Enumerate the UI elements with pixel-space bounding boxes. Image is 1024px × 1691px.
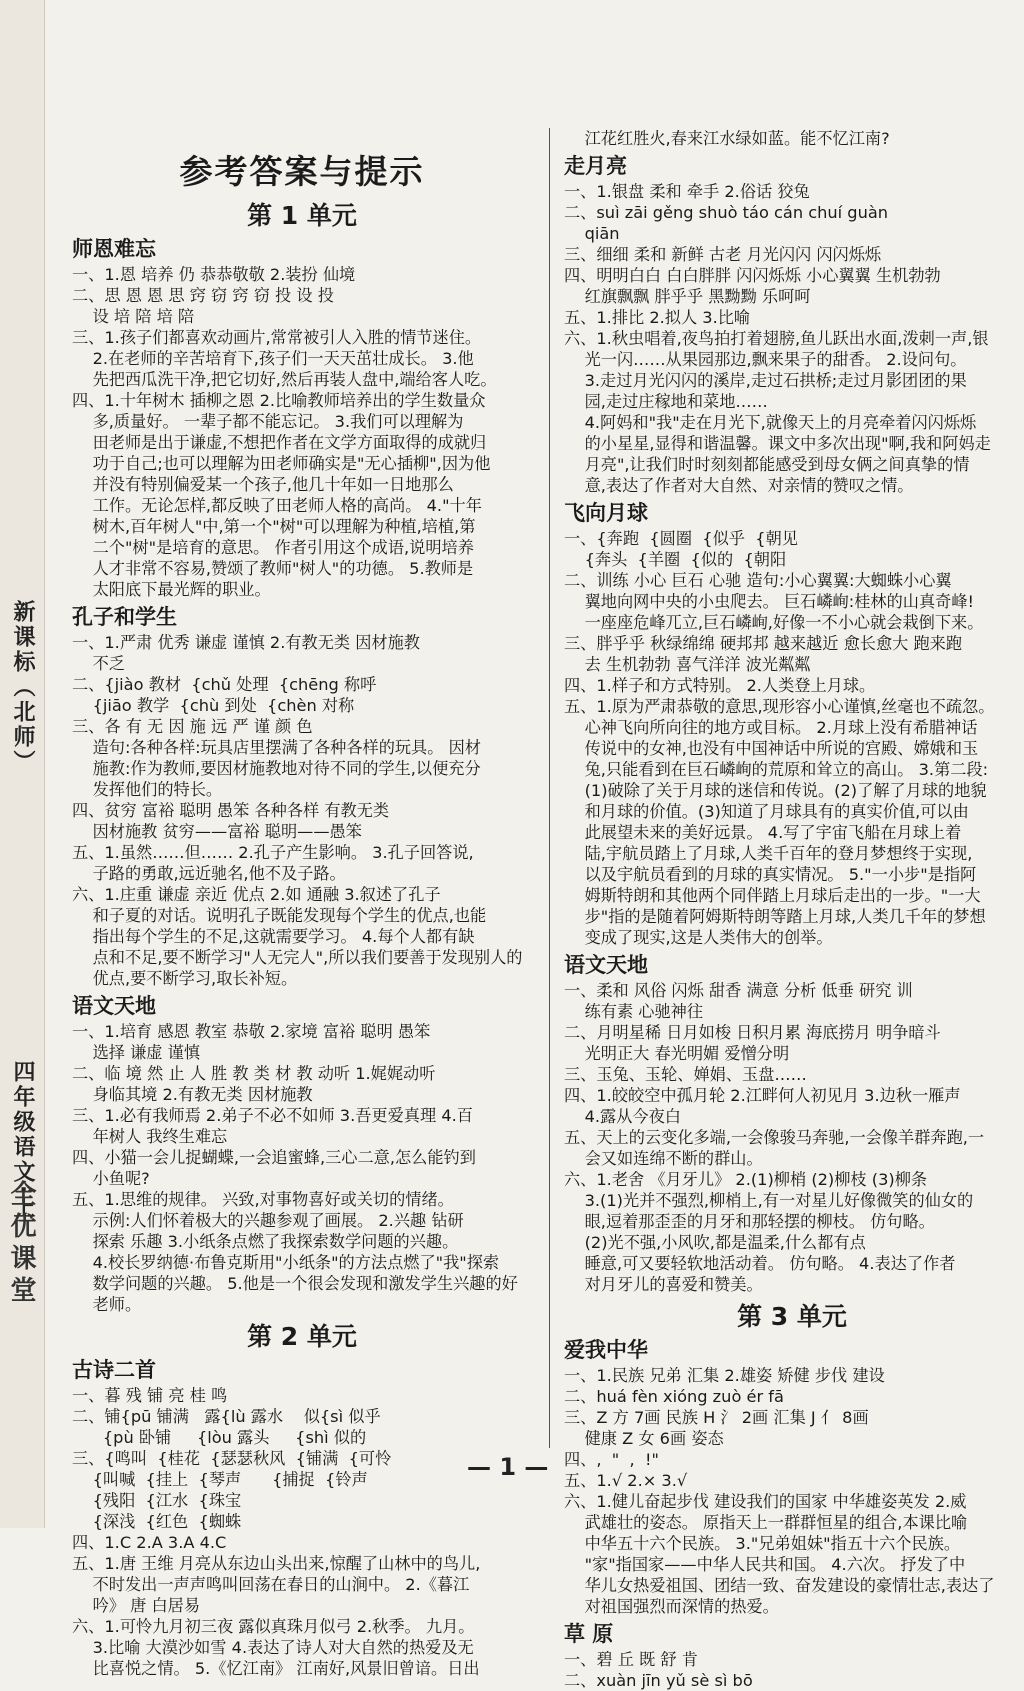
answer-line: 不乏 (72, 654, 125, 673)
answer-line: (1)破除了关于月球的迷信和传说。(2)了解了月球的地貌 (564, 781, 987, 800)
answer-line: 三、1.孩子们都喜欢动画片,常常被引人入胜的情节迷住。 (72, 328, 482, 347)
answer-line: 三、各 有 无 因 施 远 严 谨 颜 色 (72, 717, 313, 736)
answer-line: 姆斯特朗和其他两个同伴踏上月球后走出的一步。"一大 (564, 886, 981, 905)
answer-line: 会又如连绵不断的群山。 (564, 1149, 763, 1168)
answer-line: 陆,宇航员踏上了月球,人类千百年的登月梦想终于实现, (564, 844, 973, 863)
answer-line: 五、1.√ 2.× 3.√ (564, 1471, 688, 1490)
answer-line: 眼,逗着那歪歪的月牙和那轻摆的柳枝。 仿句略。 (564, 1212, 935, 1231)
answer-line: 传说中的女神,也没有中国神话中所说的宫殿、嫦娥和玉 (564, 739, 979, 758)
spine-series-title: 新课标（北师） (10, 600, 35, 775)
answer-line: 二、月明星稀 日月如梭 日积月累 海底捞月 明争暗斗 (564, 1023, 941, 1042)
answer-line: 因材施教 贫穷——富裕 聪明——愚笨 (72, 822, 362, 841)
answer-line: 一、1.培育 感恩 教室 恭敬 2.家境 富裕 聪明 愚笨 (72, 1022, 431, 1041)
answer-line: 二、huá fèn xióng zuò ér fā (564, 1387, 784, 1406)
answer-line: 睡意,可又要轻软地活动着。 仿句略。 4.表达了作者 (564, 1254, 956, 1273)
answer-line: 功于自己;也可以理解为田老师确实是"无心插柳",因为他 (72, 454, 491, 473)
answer-line: 此展望未来的美好远景。 4.写了宇宙飞船在月球上着 (564, 823, 962, 842)
answer-line: 六、1.老舍 《月牙儿》 2.(1)柳梢 (2)柳枝 (3)柳条 (564, 1170, 928, 1189)
lesson-section (72, 604, 532, 989)
answer-line: (2)光不强,小风吹,都是温柔,什么都有点 (564, 1233, 866, 1252)
lesson-title: 古诗二首 (72, 1358, 156, 1382)
lesson-title: 师恩难忘 (72, 237, 156, 261)
answer-line: 选择 谦虚 谨慎 (72, 1043, 201, 1062)
answer-page (72, 128, 1022, 1690)
answer-line: 先把西瓜洗干净,把它切好,然后再装人盘中,端给客人吃。 (72, 370, 497, 389)
lesson-title: 飞向月球 (564, 501, 648, 525)
answer-line: 二个"树"是培育的意思。 作者引用这个成语,说明培养 (72, 538, 474, 557)
answer-line: 六、1.可怜九月初三夜 露似真珠月似弓 2.秋季。 九月。 (72, 1617, 475, 1636)
poem-continuation-line: 江花红胜火,春来江水绿如蓝。能不忆江南? (564, 129, 890, 148)
lesson-section (564, 153, 1020, 496)
answer-line: 探索 乐趣 3.小纸条点燃了我探索数学问题的兴趣。 (72, 1232, 459, 1251)
answer-line: 变成了现实,这是人类伟大的创举。 (564, 928, 833, 947)
answer-line: qiān (564, 224, 620, 243)
answer-line: 二、训练 小心 巨石 心驰 造句:小心翼翼:大蜘蛛小心翼 (564, 571, 952, 590)
answer-line: 武雄壮的姿态。 原指天上一群群恒星的组合,本课比喻 (564, 1513, 968, 1532)
answer-line: 和子夏的对话。说明孔子既能发现每个学生的优点,也能 (72, 906, 487, 925)
left-column (72, 128, 532, 1679)
answer-line: 五、1.唐 王维 月亮从东边山头出来,惊醒了山林中的鸟儿, (72, 1554, 481, 1573)
answer-line: 4.校长罗纳德·布鲁克斯用"小纸条"的方法点燃了"我"探索 (72, 1253, 500, 1272)
answer-line: 练有素 心驰神往 (564, 1002, 704, 1021)
answer-line: 对月牙儿的喜爱和赞美。 (564, 1275, 763, 1294)
lesson-title: 语文天地 (564, 953, 648, 977)
answer-line: 示例:人们怀着极大的兴趣参观了画展。 2.兴趣 钻研 (72, 1211, 464, 1230)
answer-line: 指出每个学生的不足,这就需要学习。 4.每个人都有缺 (72, 927, 475, 946)
answer-line: 二、临 境 然 止 人 胜 教 类 材 教 动听 1.娓娓动听 (72, 1064, 436, 1083)
answer-line: 二、{jiào 教材 {chǔ 处理 {chēng 称呼 (72, 675, 377, 694)
page-number: — 1 — (467, 1453, 549, 1481)
answer-line: {深浅 {红色 {蜘蛛 (72, 1512, 242, 1531)
lesson-section (72, 236, 532, 600)
lesson-section (72, 993, 532, 1315)
answer-line: 优点,要不断学习,取长补短。 (72, 969, 298, 988)
answer-line: 翼地向网中央的小虫爬去。 巨石嶙峋:桂林的山真奇峰! (564, 592, 974, 611)
answer-line: 五、1.思维的规律。 兴致,对事物喜好或关切的情绪。 (72, 1190, 454, 1209)
answer-line: 六、1.健儿奋起步伐 建设我们的国家 中华雄姿英发 2.威 (564, 1492, 967, 1511)
answer-line: 数学问题的兴趣。 5.他是一个很会发现和激发学生兴趣的好 (72, 1274, 518, 1293)
answer-line: 的小星星,显得和谐温馨。课文中多次出现"啊,我和阿妈走 (564, 434, 991, 453)
answer-line: 并没有特别偏爱某一个孩子,他几十年如一日地那么 (72, 475, 454, 494)
answer-line: 一、1.民族 兄弟 汇集 2.雄姿 矫健 步伐 建设 (564, 1366, 885, 1385)
lesson-section (564, 1621, 1020, 1691)
answer-line: 四、1.样子和方式特别。 2.人类登上月球。 (564, 676, 876, 695)
answer-line: 五、1.原为严肃恭敬的意思,现形容小心谨慎,丝毫也不疏忽。 (564, 697, 995, 716)
unit-2-heading: 第 2 单元 (247, 1322, 357, 1351)
answer-line: 以及宇航员看到的月球的真实情况。 5."一小步"是指阿 (564, 865, 977, 884)
answer-line: {pù 卧铺 {lòu 露头 {shì 似的 (72, 1428, 367, 1447)
answer-line: 小鱼呢? (72, 1169, 150, 1188)
page-title: 参考答案与提示 (179, 152, 425, 191)
answer-line: 身临其境 2.有教无类 因材施教 (72, 1085, 313, 1104)
answer-line: 3.走过月光闪闪的溪岸,走过石拱桥;走过月影团团的果 (564, 371, 967, 390)
answer-line: 太阳底下最光辉的职业。 (72, 580, 271, 599)
answer-line: 比喜悦之情。 5.《忆江南》 江南好,风景旧曾谙。日出 (72, 1659, 480, 1678)
answer-line: 4.阿妈和"我"走在月光下,就像天上的月亮牵着闪闪烁烁 (564, 413, 977, 432)
answer-line: {残阳 {江水 {珠宝 (72, 1491, 242, 1510)
answer-line: 人才非常不容易,赞颂了教师"树人"的功德。 5.教师是 (72, 559, 474, 578)
lesson-title: 草 原 (564, 1622, 614, 1646)
answer-line: 中华五十六个民族。 3."兄弟姐妹"指五十六个民族。 (564, 1534, 961, 1553)
answer-line: 光一闪……从果园那边,飘来果子的甜香。 2.设问句。 (564, 350, 967, 369)
answer-line: 红旗飘飘 胖乎乎 黑黝黝 乐呵呵 (564, 287, 811, 306)
answer-line: 吟》 唐 白居易 (72, 1596, 201, 1615)
lesson-section (564, 1337, 1020, 1617)
column-divider (549, 128, 550, 1448)
answer-line: 四、1.十年树木 插柳之恩 2.比喻教师培养出的学生数量众 (72, 391, 486, 410)
answer-line: 三、1.必有我师焉 2.弟子不必不如师 3.吾更爱真理 4.百 (72, 1106, 473, 1125)
lesson-title: 语文天地 (72, 994, 156, 1018)
answer-line: 四、1.C 2.A 3.A 4.C (72, 1533, 227, 1552)
answer-line: {叫喊 {挂上 {琴声 {捕捉 {铃声 (72, 1470, 368, 1489)
answer-line: 月亮",让我们时时刻刻都能感受到母女俩之间真挚的情 (564, 455, 970, 474)
lesson-section (564, 500, 1020, 948)
answer-line: 二、思 恩 恩 思 窍 窃 窍 窃 投 设 投 (72, 286, 334, 305)
answer-line: 心神飞向所向往的地方或目标。 2.月球上没有希腊神话 (564, 718, 978, 737)
lesson-title: 走月亮 (564, 154, 627, 178)
right-column (564, 128, 1020, 1691)
lesson-section (564, 952, 1020, 1295)
answer-line: 三、胖乎乎 秋绿绵绵 硬邦邦 越来越近 愈长愈大 跑来跑 (564, 634, 963, 653)
answer-line: 3.(1)光并不强烈,柳梢上,有一对星儿好像微笑的仙女的 (564, 1191, 974, 1210)
answer-line: 二、xuàn jīn yǔ sè sì bō (564, 1671, 753, 1690)
answer-line: 施教:作为教师,要因材施教地对待不同的学生,以便充分 (72, 759, 481, 778)
lesson-title: 孔子和学生 (72, 605, 177, 629)
answer-line: 一、柔和 风俗 闪烁 甜香 满意 分析 低垂 研究 训 (564, 981, 913, 1000)
answer-line: 四、小猫一会儿捉蝴蝶,一会追蜜蜂,三心二意,怎么能钓到 (72, 1148, 476, 1167)
answer-line: 四、明明白白 白白胖胖 闪闪烁烁 小心翼翼 生机勃勃 (564, 266, 941, 285)
answer-line: 光明正大 春光明媚 爱憎分明 (564, 1044, 790, 1063)
answer-line: 三、细细 柔和 新鲜 古老 月光闪闪 闪闪烁烁 (564, 245, 882, 264)
answer-line: 一、1.恩 培养 仍 恭恭敬敬 2.装扮 仙境 (72, 265, 356, 284)
answer-line: 发挥他们的特长。 (72, 780, 223, 799)
answer-line: 树木,百年树人"中,第一个"树"可以理解为种植,培植,第 (72, 517, 476, 536)
answer-line: 四、, " , !" (564, 1450, 659, 1469)
answer-line: 一、碧 丘 既 舒 肯 (564, 1650, 698, 1669)
answer-line: 年树人 我终生难忘 (72, 1127, 228, 1146)
answer-line: 二、suì zāi gěng shuò táo cán chuí guàn (564, 203, 889, 222)
answer-line: 二、铺{pū 铺满 露{lù 露水 似{sì 似乎 (72, 1407, 381, 1426)
answer-line: 点和不足,要不断学习"人无完人",所以我们要善于发现别人的 (72, 948, 523, 967)
answer-line: 步"指的是随着阿姆斯特朗等踏上月球,人类几千年的梦想 (564, 907, 986, 926)
answer-line: {奔头 {羊圈 {似的 {朝阳 (564, 550, 787, 569)
spine-brand-logo: 全优课堂 (6, 1180, 36, 1308)
answer-line: 一、{奔跑 {圆圈 {似乎 {朝见 (564, 529, 798, 548)
answer-line: 去 生机勃勃 喜气洋洋 波光粼粼 (564, 655, 811, 674)
answer-line: 五、天上的云变化多端,一会像骏马奔驰,一会像羊群奔跑,一 (564, 1128, 985, 1147)
answer-line: 子路的勇敢,远近驰名,他不及子路。 (72, 864, 346, 883)
answer-line: 健康 Z 女 6画 姿态 (564, 1429, 724, 1448)
answer-line: {jiāo 教学 {chù 到处 {chèn 对称 (72, 696, 355, 715)
answer-line: 田老师是出于谦虚,不想把作者在文学方面取得的成就归 (72, 433, 487, 452)
answer-line: 四、1.皎皎空中孤月轮 2.江畔何人初见月 3.边秋一雁声 (564, 1086, 961, 1105)
unit-3-heading: 第 3 单元 (737, 1302, 847, 1331)
answer-line: 六、1.庄重 谦虚 亲近 优点 2.如 通融 3.叙述了孔子 (72, 885, 441, 904)
answer-line: 三、{鸣叫 {桂花 {瑟瑟秋风 {铺满 {可怜 (72, 1449, 392, 1468)
answer-line: 不时发出一声声鸣叫回荡在春日的山涧中。 2.《暮江 (72, 1575, 470, 1594)
spine-subject: 四年级语文·上 (10, 1060, 35, 1222)
answer-line: 一、暮 残 铺 亮 桂 鸣 (72, 1386, 228, 1405)
answer-line: 设 培 陪 培 陪 (72, 307, 195, 326)
answer-line: 造句:各种各样:玩具店里摆满了各种各样的玩具。 因材 (72, 738, 481, 757)
answer-line: 多,质量好。 一辈子都不能忘记。 3.我们可以理解为 (72, 412, 464, 431)
answer-line: 和月球的价值。(3)知道了月球具有的真实价值,可以由 (564, 802, 969, 821)
answer-line: 五、1.排比 2.拟人 3.比喻 (564, 308, 751, 327)
answer-line: "家"指国家——中华人民共和国。 4.六次。 抒发了中 (564, 1555, 966, 1574)
lesson-title: 爱我中华 (564, 1338, 648, 1362)
answer-line: 华儿女热爱祖国、团结一致、奋发建设的豪情壮志,表达了 (564, 1576, 995, 1595)
answer-line: 兔,只能看到在巨石嶙峋的荒原和耸立的高山。 3.第二段: (564, 760, 989, 779)
answer-line: 工作。无论怎样,都反映了田老师人格的高尚。 4."十年 (72, 496, 482, 515)
answer-line: 六、1.秋虫唱着,夜鸟拍打着翅膀,鱼儿跃出水面,泼刺一声,银 (564, 329, 989, 348)
answer-line: 对祖国强烈而深情的热爱。 (564, 1597, 779, 1616)
answer-line: 一座座危峰兀立,巨石嶙峋,好像一不小心就会栽倒下来。 (564, 613, 984, 632)
answer-line: 四、贫穷 富裕 聪明 愚笨 各种各样 有教无类 (72, 801, 390, 820)
answer-line: 4.露从今夜白 (564, 1107, 681, 1126)
answer-line: 三、玉兔、玉轮、婵娟、玉盘…… (564, 1065, 807, 1084)
answer-line: 意,表达了作者对大自然、对亲情的赞叹之情。 (564, 476, 914, 495)
lesson-section (72, 1357, 532, 1679)
answer-line: 一、1.严肃 优秀 谦虚 谨慎 2.有教无类 因材施教 (72, 633, 420, 652)
answer-line: 五、1.虽然……但…… 2.孔子产生影响。 3.孔子回答说, (72, 843, 474, 862)
unit-1-heading: 第 1 单元 (247, 201, 357, 230)
answer-line: 2.在老师的辛苦培育下,孩子们一天天茁壮成长。 3.他 (72, 349, 474, 368)
answer-line: 老师。 (72, 1295, 142, 1314)
answer-line: 一、1.银盘 柔和 牵手 2.俗话 狡兔 (564, 182, 810, 201)
answer-line: 3.比喻 大漠沙如雪 4.表达了诗人对大自然的热爱及无 (72, 1638, 474, 1657)
answer-line: 园,走过庄稼地和菜地…… (564, 392, 768, 411)
book-spine (0, 0, 45, 1528)
answer-line: 三、Z 方 7画 民族 H 氵 2画 汇集 J 亻 8画 (564, 1408, 869, 1427)
